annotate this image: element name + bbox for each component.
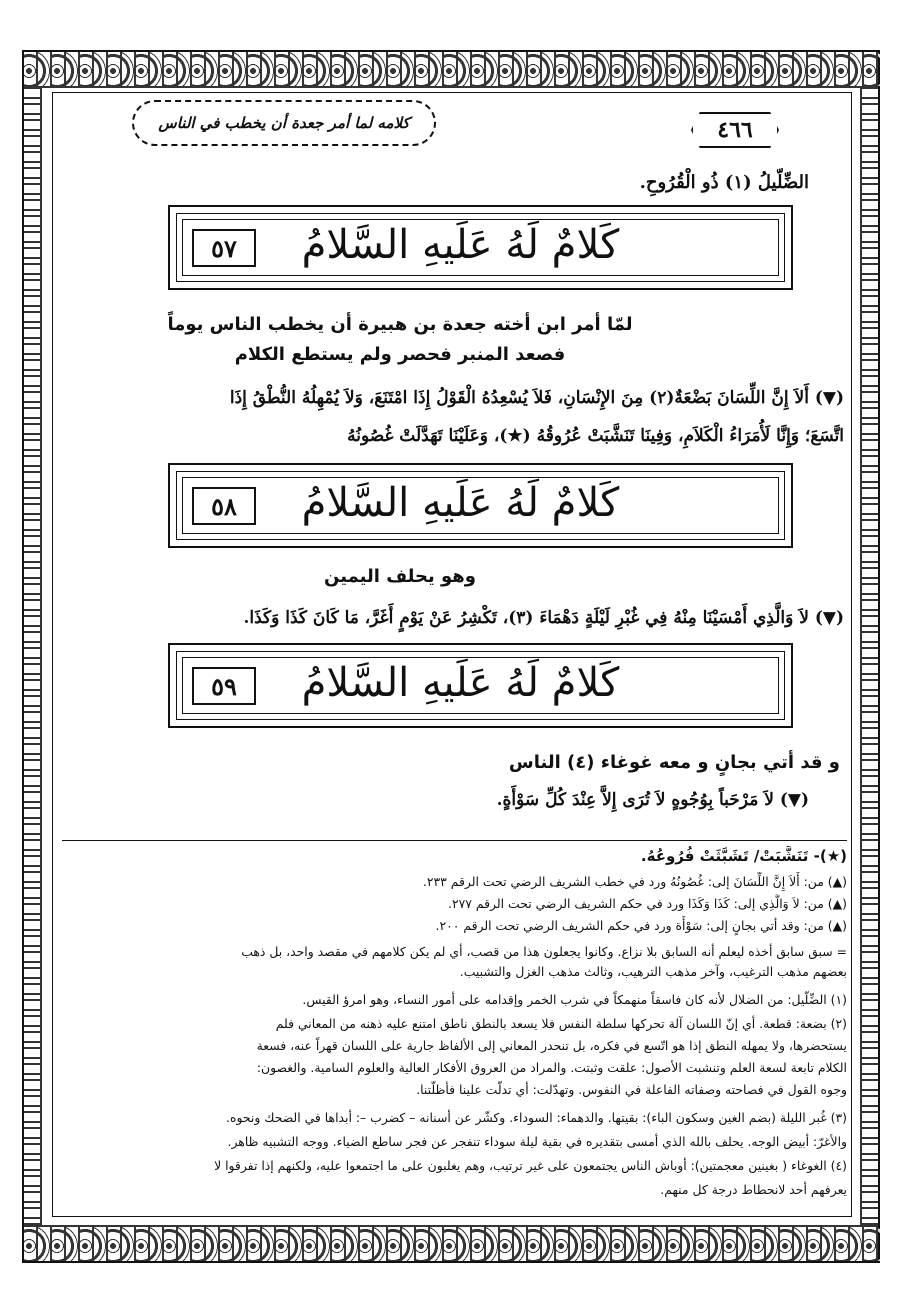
footnote-line: (★)- تَنَشَّبَتْ/ تَشَبَّثَتْ فُرُوعُهُ. (640, 847, 847, 865)
footnote-line: بعضهم مذهب الترغيب، وآخر مذهب الترهيب، وثالث مذهب الغزل والتشبيب. (459, 964, 847, 979)
quote-line: (▼) لاَ مَرْحَباً بِوُجُوهٍ لاَ تُرَى إِلاَّ عِنْدَ كُلِّ سَوْأَةٍ. (496, 790, 809, 810)
footnote-line: (▲) من: وقد أتي بجانٍ إلى: سَوْأَة ورد في حكم الشريف الرضي تحت الرقم ٢٠٠. (435, 918, 847, 933)
section-banner-59 (168, 643, 793, 728)
section-number: ٥٨ (192, 487, 256, 525)
footnote-line: (▲) من: أَلاَ إِنَّ اللِّسَانَ إلى: غُصُونُهُ ورد في خطب الشريف الرضي تحت الرقم ٢٣٣. (422, 874, 847, 889)
section-intro-line: لمّا أمر ابن أخته جعدة بن هبيرة أن يخطب الناس يوماً (167, 314, 633, 335)
ornament-border-top (22, 50, 880, 88)
footnote-line: الكلام تابعة لسعة العلم وتنشبت الأصول: علقت وثبتت. والمراد من العروق الأفكار العالية والعلوم السامية. والغصون: (256, 1060, 847, 1075)
quote-line: اتَّسَعَ؛ وَإِنَّا لَأُمَرَاءُ الْكَلاَمِ، وَفِينَا تَنَشَّبَتْ عُرُوقُهُ (★)، وَعَلَيْنَا تَهَدَّلَتْ غُصُونُهُ (347, 426, 844, 446)
footnote-line: والأغرّ: أبيض الوجه. يحلف بالله الذي أمسى بتقديره في بقية ليلة سوداء تنفجر عن فجر ساطع الضياء. ووجه التشبيه ظاهر. (227, 1134, 847, 1149)
banner-phrase: كَلامٌ لَهُ عَلَيهِ السَّلامُ (301, 222, 620, 268)
footnote-line: (٤) الغوغاء ( بغينين معجمتين): أوباش الناس يجتمعون على غير ترتيب، وهم يغلبون على ما اجتمعوا عليه، ولكنهم إذا تفرقوا لا (214, 1158, 847, 1173)
running-header: كلامه لما أمر جعدة أن يخطب في الناس (132, 100, 436, 146)
section-intro-line: وهو يحلف اليمين (324, 566, 476, 587)
continuation-line: الضِّلّيلُ (١) ذُو الْقُرُوحِ. (639, 172, 809, 193)
footnote-line: يستحضرها، ولا يمهله النطق إذا هو اتّسع في فكره، بل تنحدر المعاني إلى الألفاظ جارية على اللسان قهراً عنه، فسعة (256, 1038, 847, 1053)
banner-phrase: كَلامٌ لَهُ عَلَيهِ السَّلامُ (301, 660, 620, 706)
page-number-text: ٤٦٦ (717, 117, 753, 143)
section-number: ٥٧ (192, 229, 256, 267)
footnote-line: = سبق سابق أخذه ليعلم أنه السابق بلا نزاع. وكانوا يجعلون هذا من قصب، أي لم يكن كلامهم في مقصد واحد، بل ذهب (241, 944, 847, 959)
footnote-line: وجوه القول في فصاحته وصفاته الفاعلة في النفوس. وتهدّلت: أي تدلّت علينا فأظلّتنا. (416, 1082, 847, 1097)
quote-line: (▼) لاَ وَالَّذِي أَمْسَيْنَا مِنْهُ فِي غُبْرِ لَيْلَةٍ دَهْمَاءَ (٣)، تَكْشِرُ عَنْ يَوْمٍ أَغَرَّ، مَا كَانَ كَذَا وَكَذَا. (243, 608, 844, 628)
section-banner-58 (168, 463, 793, 548)
ornament-border-bottom (22, 1225, 880, 1263)
footnote-line: (١) الضِّلّيل: من الضلال لأنه كان فاسقاً منهمكاً في شرب الخمر وإقدامه على أمور النساء، وهو امرؤ القيس. (302, 992, 847, 1007)
section-intro-line: فصعد المنبر فحصر ولم يستطع الكلام (234, 344, 566, 365)
ornament-border-right (860, 88, 880, 1225)
footnote-line: (٣) غُبر الليلة (بضم الغين وسكون الباء): بقيتها. والدهماء: السوداء. وكشّر عن أسنانه – كضرب –: أبداها في الضحك ونحوه. (226, 1110, 847, 1125)
section-banner-57 (168, 205, 793, 290)
quote-line: (▼) أَلاَ إِنَّ اللِّسَانَ بَضْعَةٌ(٢) مِنَ الإِنْسَانِ، فَلاَ يُسْعِدُهُ الْقَوْلُ إِذَا امْتَنَعَ، وَلاَ يُمْهِلُهُ النُّطْقُ إِذَا (229, 388, 844, 408)
section-intro-line: و قد أتي بجانٍ و معه غوغاء (٤) الناس (508, 752, 840, 773)
page-number (683, 108, 787, 152)
section-number: ٥٩ (192, 667, 256, 705)
banner-phrase: كَلامٌ لَهُ عَلَيهِ السَّلامُ (301, 480, 620, 526)
footnote-line: (٢) بضعة: قطعة. أي إنّ اللسان آلة تحركها سلطة النفس فلا يسعد بالنطق ناطق امتنع عليه ذهنه من المعاني فلم (275, 1016, 847, 1031)
footnote-line: (▲) من: لاَ وَالَّذِي إلى: كَذَا وَكَذَا ورد في حكم الشريف الرضي تحت الرقم ٢٧٧. (448, 896, 847, 911)
ornament-border-left (22, 88, 42, 1225)
footnote-divider (62, 840, 847, 841)
footnote-line: يعرفهم أحد لانحطاط درجة كل منهم. (660, 1182, 847, 1197)
